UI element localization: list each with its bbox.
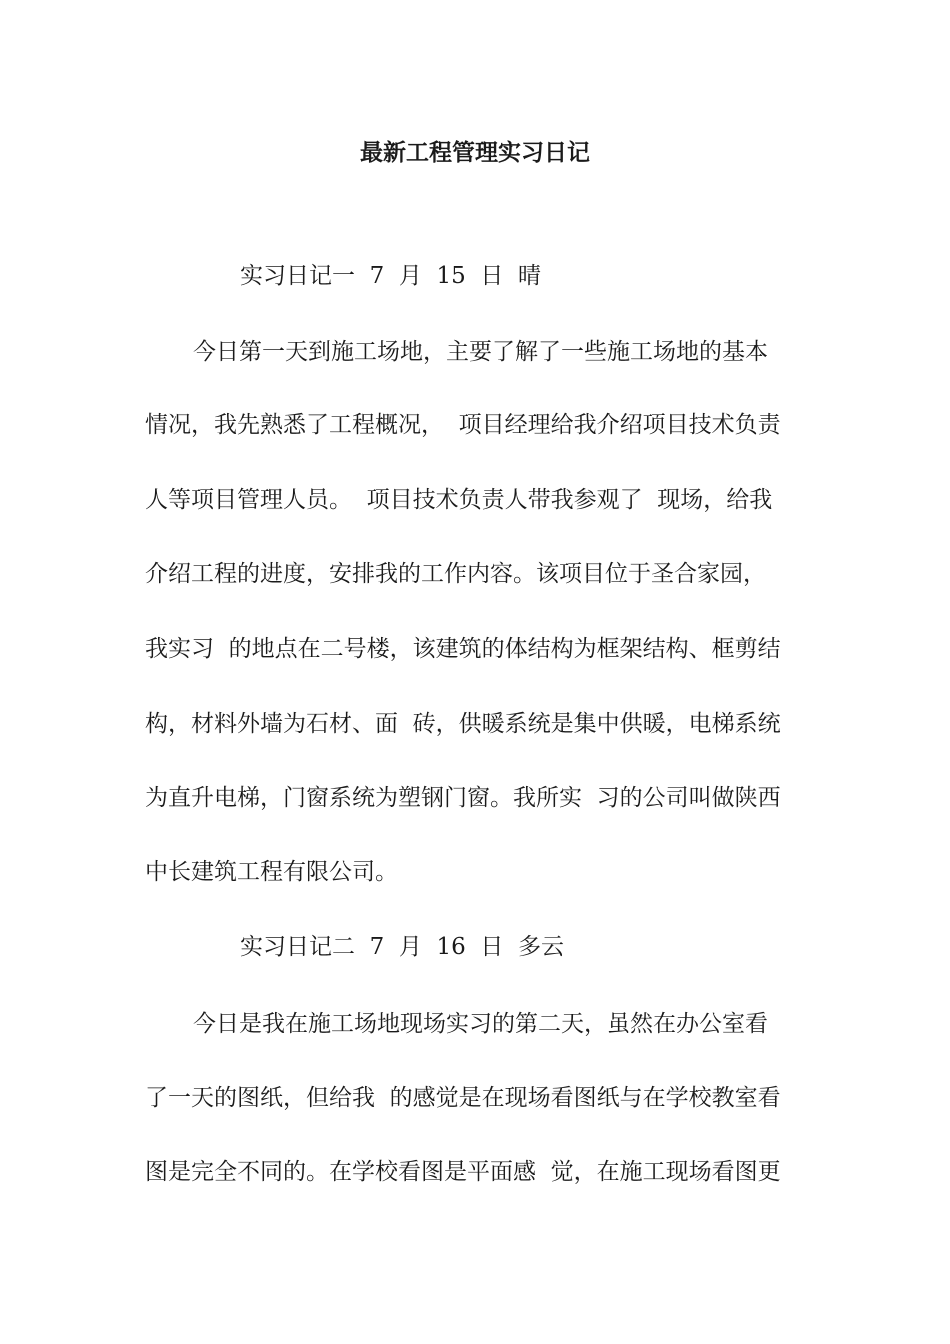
paragraph-line: 人等项目管理人员。 项目技术负责人带我参观了 现场，给我: [145, 487, 773, 513]
paragraph-line: 图是完全不同的。在学校看图是平面感 觉，在施工现场看图更: [145, 1159, 781, 1185]
entry-heading: 实习日记二 7 月 16 日 多云: [240, 934, 565, 960]
entry-heading: 实习日记一 7 月 15 日 晴: [240, 263, 542, 289]
paragraph-line: 介绍工程的进度，安排我的工作内容。该项目位于圣合家园，: [145, 561, 766, 587]
paragraph-line: 今日是我在施工场地现场实习的第二天，虽然在办公室看: [193, 1011, 768, 1037]
paragraph-line: 今日第一天到施工场地，主要了解了一些施工场地的基本: [193, 339, 768, 365]
paragraph-line: 了一天的图纸，但给我 的感觉是在现场看图纸与在学校教室看: [145, 1085, 781, 1111]
paragraph-line: 为直升电梯，门窗系统为塑钢门窗。我所实 习的公司叫做陕西: [145, 785, 781, 811]
paragraph-line: 我实习 的地点在二号楼，该建筑的体结构为框架结构、框剪结: [145, 636, 781, 662]
paragraph-line: 中长建筑工程有限公司。: [145, 859, 398, 885]
paragraph-line: 情况，我先熟悉了工程概况， 项目经理给我介绍项目技术负责: [145, 412, 781, 438]
paragraph-line: 构，材料外墙为石材、面 砖，供暖系统是集中供暖，电梯系统: [145, 711, 781, 737]
document-title: 最新工程管理实习日记: [360, 139, 590, 166]
